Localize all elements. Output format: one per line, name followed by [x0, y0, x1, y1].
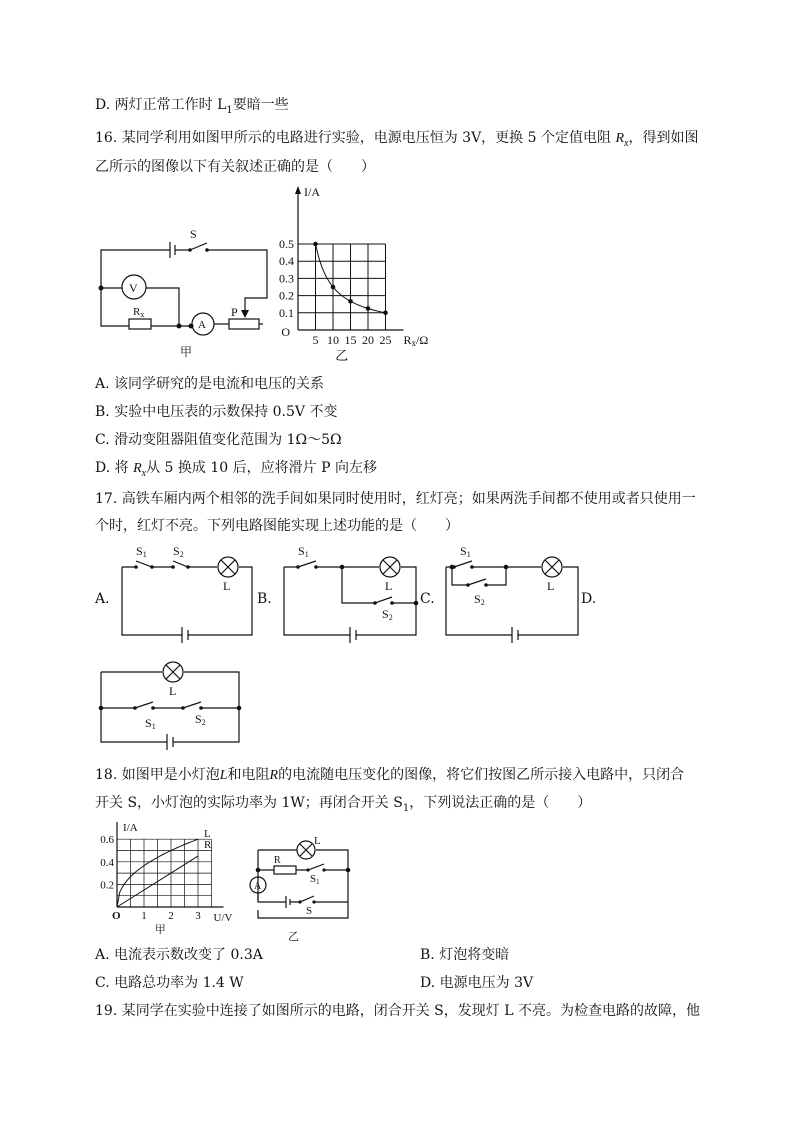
s2-label: S2 [382, 607, 393, 622]
q15-option-d: D. 两灯正常工作时 $L_1$要暗一些 [95, 97, 289, 116]
origin-label: O [112, 910, 121, 922]
x-tick-label: 25 [379, 333, 392, 347]
y-tick-label: 0.1 [279, 305, 294, 320]
q19-stem-line1: 19. 某同学在实验中连接了如图所示的电路，闭合开关 S，发现灯 L 不亮。为检查电路的故障，他 [95, 1003, 700, 1019]
y-axis-label: I/A [304, 185, 320, 199]
q17-circuit-c [442, 543, 582, 638]
data-point [313, 242, 318, 247]
battery-icon [170, 242, 175, 258]
lamp-label: L [547, 579, 555, 593]
lamp-label: L [169, 684, 177, 698]
y-axis-arrow [295, 186, 301, 194]
s1-label: S1 [460, 544, 471, 559]
q17-option-d-label: D. [581, 591, 597, 607]
q17-circuit-b [280, 543, 420, 638]
x-tick-label: 15 [344, 333, 357, 347]
s1-label: S1 [136, 544, 147, 559]
x-axis-label: Rx/Ω [403, 333, 429, 348]
y-axis-label: I/A [123, 822, 138, 834]
series-label-R: R [204, 839, 212, 852]
y-tick-label: 0.3 [279, 271, 294, 286]
label-s1: S1 [310, 873, 320, 886]
q17-option-b-label: B. [257, 591, 272, 607]
caption-yi: 乙 [335, 348, 349, 363]
lamp-label: L [223, 579, 231, 593]
lamp-label: L [385, 579, 393, 593]
s2-label: S2 [195, 712, 206, 727]
q18-option-d: D. 电源电压为 3V [420, 975, 534, 991]
label-p: P [231, 305, 238, 319]
data-point [331, 285, 336, 290]
q17-circuit-d [97, 660, 247, 755]
q18-stem-line2: 开关 S，小灯泡的实际功率为 1W；再闭合开关 $S_1$，下列说法正确的是（ ） [95, 795, 592, 814]
q17-stem-line1: 17. 高铁车厢内两个相邻的洗手间如果同时使用时，红灯亮；如果两洗手间都不使用或者只使用一 [95, 491, 696, 507]
q16-stem-line1: 16. 某同学利用如图甲所示的电路进行实验，电源电压恒为 3V，更换 5 个定值电阻 $R_x$，得到如图 [95, 130, 699, 149]
y-tick-label: 0.4 [279, 254, 294, 269]
q17-circuit-a [118, 543, 258, 638]
caption-jia: 甲 [180, 345, 193, 359]
label-a: A [198, 319, 206, 331]
label-rx: Rx [133, 306, 145, 319]
q16-stem-line2: 乙所示的图像以下有关叙述正确的是（ ） [95, 159, 375, 175]
origin-label: O [281, 325, 290, 339]
data-point [348, 299, 353, 304]
q17-option-c-label: C. [420, 591, 435, 607]
series-label-L: L [204, 828, 211, 841]
s1-label: S1 [298, 544, 309, 559]
s2-label: S2 [173, 544, 184, 559]
x-tick-label: 1 [141, 910, 147, 922]
rheostat [229, 319, 259, 329]
s1-label: S1 [145, 716, 156, 731]
y-tick-label: 0.4 [100, 856, 114, 869]
label-r: R [274, 855, 281, 866]
q18-option-b: B. 灯泡将变暗 [420, 947, 510, 963]
x-tick-label: 2 [168, 910, 174, 922]
x-tick-label: 20 [362, 333, 374, 347]
q16-option-c: C. 滑动变阻器阻值变化范围为 1Ω～5Ω [95, 432, 342, 448]
resistor-rx [129, 319, 151, 329]
resistor-r [274, 866, 296, 874]
label-s: S [190, 227, 197, 241]
q16-option-d: D. 将 $R_x$从 5 换成 10 后，应将滑片 P 向左移 [95, 460, 377, 479]
label-a: A [254, 881, 262, 892]
data-point [383, 311, 388, 316]
caption-jia: 甲 [154, 924, 166, 936]
s2-label: S2 [474, 592, 485, 607]
label-s: S [306, 905, 313, 917]
x-tick-label: 5 [312, 333, 319, 347]
q16-graph [280, 182, 460, 362]
label-l: L [314, 835, 321, 847]
data-point [366, 306, 371, 311]
switch-s [190, 243, 207, 250]
q18-stem-line1: 18. 如图甲是小灯泡L和电阻R的电流随电压变化的图像，将它们按图乙所示接入电路中，只闭合 [95, 767, 685, 783]
q18-circuit [248, 832, 358, 942]
q17-option-a-label: A. [95, 591, 110, 607]
x-axis-label: U/V [213, 912, 233, 924]
q17-stem-line2: 个时，红灯不亮。下列电路图能实现上述功能的是（ ） [95, 518, 459, 534]
q18-graph [95, 820, 245, 935]
x-tick-label: 10 [327, 333, 339, 347]
y-tick-label: 0.2 [279, 288, 294, 303]
label-v: V [129, 281, 138, 295]
caption-yi: 乙 [288, 931, 299, 943]
q18-option-c: C. 电路总功率为 1.4 W [95, 975, 244, 991]
q16-option-b: B. 实验中电压表的示数保持 0.5V 不变 [95, 404, 338, 420]
y-tick-label: 0.5 [279, 237, 294, 251]
q16-option-a: A. 该同学研究的是电流和电压的关系 [95, 376, 325, 392]
y-tick-label: 0.6 [100, 834, 114, 847]
x-tick-label: 3 [195, 910, 201, 922]
y-tick-label: 0.2 [100, 879, 114, 892]
q18-option-a: A. 电流表示数改变了 0.3A [95, 947, 263, 963]
q16-circuit-diagram [95, 228, 275, 363]
